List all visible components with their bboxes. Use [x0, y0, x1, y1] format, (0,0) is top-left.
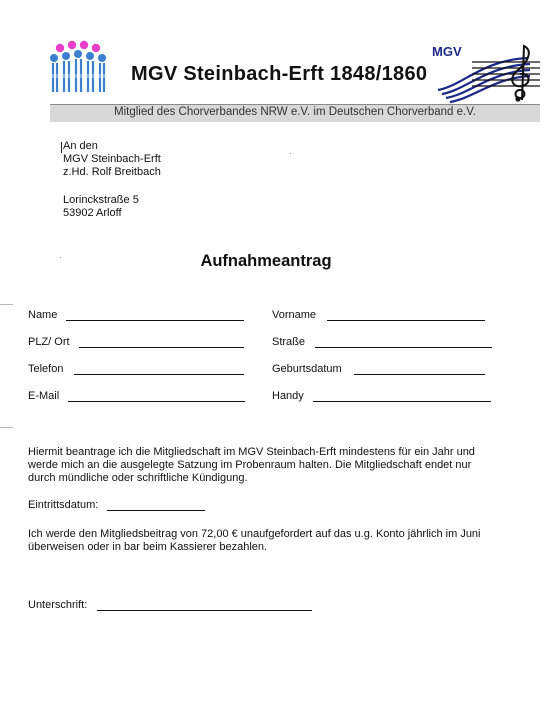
email-label: E-Mail: [28, 390, 60, 402]
text-cursor: [61, 142, 62, 153]
telefon-field[interactable]: [74, 374, 244, 375]
geburtsdatum-field[interactable]: [354, 374, 485, 375]
strasse-field[interactable]: [315, 347, 492, 348]
membership-statement: Hiermit beantrage ich die Mitgliedschaft im MGV Steinbach-Erft mindestens für ein Jahr und werde mich an die ausgelegte Satzung im Probenraum halten. Die Mitgliedschaft endet nur durch mündliche oder schriftliche Kündigung.: [28, 446, 475, 484]
address-line-3: z.Hd. Rolf Breitbach: [63, 166, 161, 178]
membership-line: Mitglied des Chorverbandes NRW e.V. im Deutschen Chorverband e.V.: [113, 106, 476, 118]
form-title: Aufnahmeantrag: [200, 252, 332, 270]
logo-right-text: MGV: [432, 44, 462, 59]
name-field[interactable]: [66, 320, 244, 321]
choir-logo-icon: [50, 40, 106, 94]
address-line-5: 53902 Arloff: [63, 207, 122, 219]
signature-label: Unterschrift:: [28, 599, 88, 611]
eintrittsdatum-field[interactable]: [107, 510, 205, 511]
plz-ort-field[interactable]: [79, 347, 244, 348]
mgv-treble-clef-logo-icon: [432, 40, 544, 104]
handy-label: Handy: [272, 390, 304, 402]
plz-ort-label: PLZ/ Ort: [28, 336, 70, 348]
eintrittsdatum-label: Eintrittsdatum:: [28, 499, 99, 511]
vorname-label: Vorname: [272, 309, 317, 321]
address-line-1: An den: [63, 140, 98, 152]
name-label: Name: [28, 309, 58, 321]
address-line-4: Lorinckstraße 5: [63, 194, 139, 206]
email-field[interactable]: [68, 401, 245, 402]
strasse-label: Straße: [272, 336, 306, 348]
address-line-2: MGV Steinbach-Erft: [63, 153, 161, 165]
margin-fold-mark: [0, 427, 13, 428]
fee-statement: Ich werde den Mitgliedsbeitrag von 72,00 € unaufgefordert auf das u.g. Konto jährlich im Juni überweisen oder in bar beim Kassierer bezahlen.: [28, 528, 481, 553]
vorname-field[interactable]: [327, 320, 485, 321]
handy-field[interactable]: [313, 401, 491, 402]
geburtsdatum-label: Geburtsdatum: [272, 363, 342, 375]
telefon-label: Telefon: [28, 363, 64, 375]
speck: [290, 153, 291, 154]
club-title: MGV Steinbach-Erft 1848/1860: [131, 63, 428, 85]
margin-fold-mark: [0, 304, 13, 305]
signature-field[interactable]: [97, 610, 312, 611]
